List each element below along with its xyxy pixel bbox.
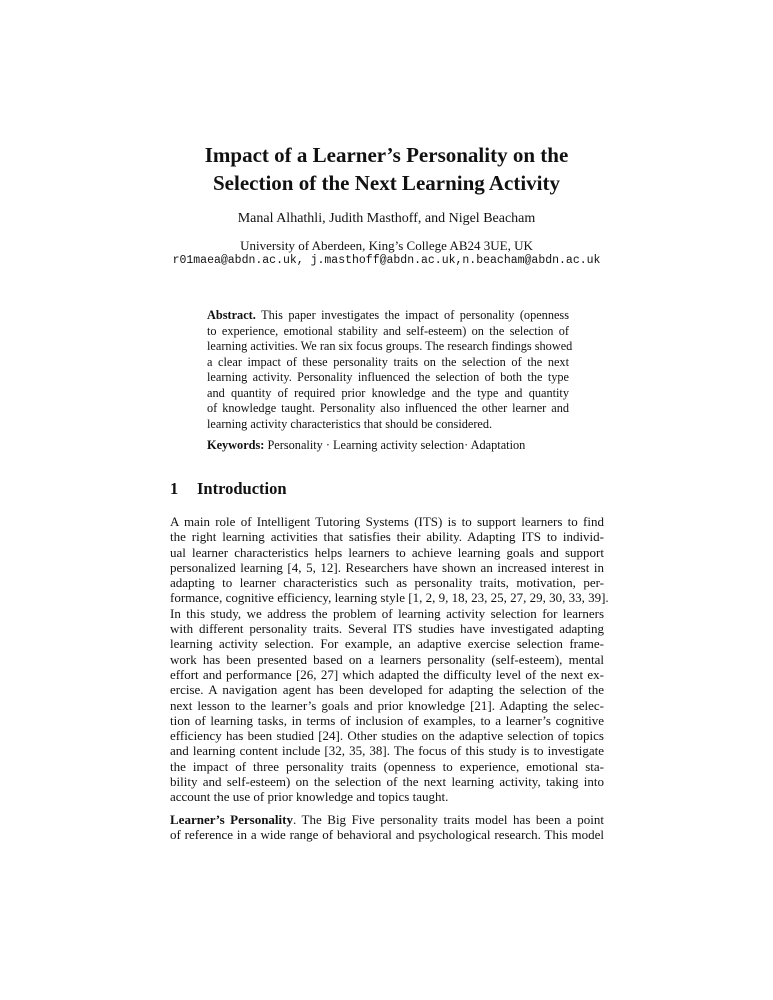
body-line: Learner’s Personality. The Big Five personality traits model has been a point [170, 812, 605, 827]
body-line: ual learner characteristics helps learners to achieve learning goals and support [170, 544, 604, 560]
authors: Manal Alhathli, Judith Masthoff, and Nigel Beacham [237, 211, 536, 226]
abstract-line: a clear impact of these personality traits on the selection of the next [207, 354, 569, 369]
body-line: the right learning activities that satisfies their ability. Adapting ITS to individ- [170, 529, 604, 545]
body-line: bility and self-esteem) on the selection of the next learning activity, taking into [170, 774, 604, 790]
abstract-line: of knowledge taught. Personality also influenced the other learner and [207, 401, 569, 415]
body-line: efficiency has been studied [24]. Other studies on the adaptive selection of topics [170, 728, 604, 744]
body-line: work has been presented based on a learners personality (self-esteem), mental [170, 651, 604, 667]
section-heading: 1 Introduction [170, 479, 287, 498]
abstract-line: and quantity of required prior knowledge and the type and quantity [207, 385, 569, 400]
abstract-label: Abstract. [207, 308, 256, 322]
abstract-line: learning activities. We ran six focus groups. The research findings showed [207, 339, 573, 353]
body-line: personalized learning [4, 5, 12]. Researchers have shown an increased interest in [170, 559, 604, 575]
body-line: the impact of three personality traits (openness to experience, emotional sta- [170, 758, 604, 774]
abstract [207, 308, 573, 432]
title-line: Impact of a Learner’s Personality on the [204, 143, 569, 167]
personality-paragraph [170, 812, 604, 843]
affiliation: University of Aberdeen, King’s College AB24 3UE, UK [240, 238, 533, 253]
body-line: of reference in a wide range of behavioral and psychological research. This model [170, 827, 604, 843]
abstract-line: to experience, emotional stability and self-esteem) on the selection of [207, 323, 569, 338]
run-in-heading: Learner’s Personality [170, 812, 293, 827]
abstract-line: learning activity. Personality influenced the selection of both the type [207, 370, 569, 384]
keywords-label: Keywords: [207, 438, 265, 452]
body-line: learning activity selection. For example, an adaptive exercise selection frame- [170, 636, 604, 652]
body-line: tion of learning tasks, in terms of inclusion of examples, to a learner’s cognitive [170, 712, 604, 728]
body-line: with different personality traits. Several ITS studies have investigated adapting [170, 621, 604, 637]
body-line: In this study, we address the problem of learning activity selection for learners [170, 605, 604, 621]
author-emails: r01maea@abdn.ac.uk, j.masthoff@abdn.ac.uk,n.beacham@abdn.ac.uk [172, 254, 601, 267]
body-line: adapting to learner characteristics such as personality traits, motivation, per- [170, 575, 604, 591]
body-line: and learning content include [32, 35, 38]. The focus of this study is to investigate [170, 743, 604, 759]
keywords: Keywords: Personality · Learning activity selection· Adaptation [207, 438, 526, 452]
introduction-paragraph [170, 514, 609, 805]
paper-title [120, 141, 653, 197]
body-line: next lesson to the learner’s goals and prior knowledge [21]. Adapting the selec- [170, 697, 604, 713]
abstract-line: learning activity characteristics that should be considered. [207, 416, 493, 431]
body-line: formance, cognitive efficiency, learning style [1, 2, 9, 18, 23, 25, 27, 29, 30, 33, 39]. [170, 590, 609, 606]
body-line: account the use of prior knowledge and topics taught. [170, 789, 449, 805]
body-line: effort and performance [26, 27] which adapted the difficulty level of the next ex- [170, 666, 604, 682]
body-line: A main role of Intelligent Tutoring Systems (ITS) is to support learners to find [170, 514, 604, 529]
abstract-line: Abstract. This paper investigates the impact of personality (openness [207, 308, 569, 322]
body-line: ercise. A navigation agent has been developed for adapting the selection of the [170, 682, 604, 698]
title-line: Selection of the Next Learning Activity [212, 171, 561, 195]
